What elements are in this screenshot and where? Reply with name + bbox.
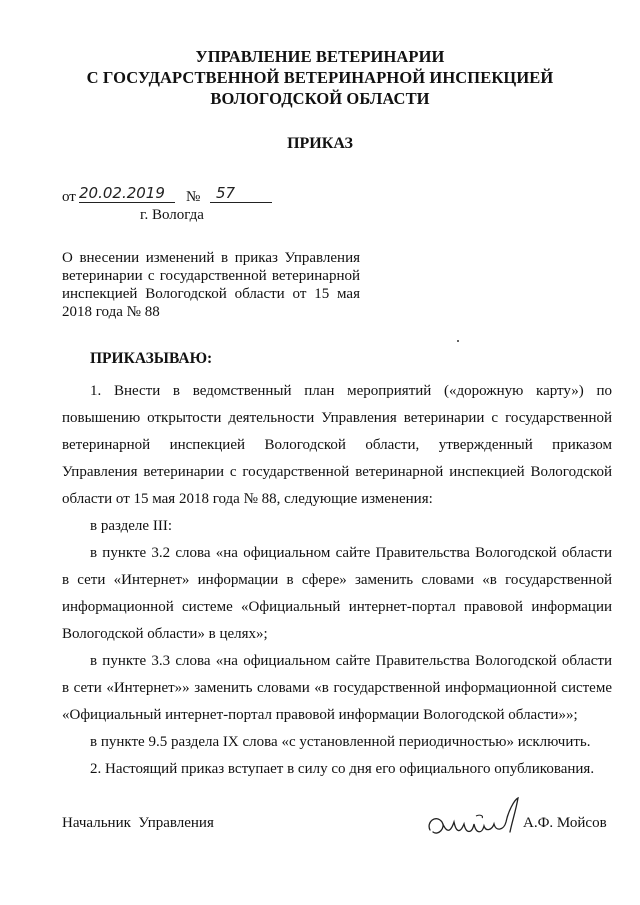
body-line: Вологодской области» в целях»; bbox=[62, 626, 268, 642]
body-line: в пункте 3.3 слова «на официальном сайте Правительства Вологодской области bbox=[90, 653, 612, 669]
subject-line: О внесении изменений в приказ Управления bbox=[62, 250, 360, 266]
subject-line: инспекцией Вологодской области от 15 мая bbox=[62, 286, 360, 302]
body-line: в разделе III: bbox=[90, 518, 172, 534]
body-line: в пункте 9.5 раздела IX слова «с установленной периодичностью» исключить. bbox=[90, 734, 591, 750]
city: г. Вологда bbox=[140, 207, 204, 223]
order-date-handwritten: 20.02.2019 bbox=[79, 184, 175, 203]
agency-name-line-1: УПРАВЛЕНИЕ ВЕТЕРИНАРИИ bbox=[195, 47, 445, 66]
agency-name-line-3: ВОЛОГОДСКОЙ ОБЛАСТИ bbox=[210, 89, 430, 108]
subject-line: 2018 года № 88 bbox=[62, 304, 160, 320]
agency-name-line-2: С ГОСУДАРСТВЕННОЙ ВЕТЕРИНАРНОЙ ИНСПЕКЦИЕЙ bbox=[86, 68, 554, 87]
body-line: 1. Внести в ведомственный план мероприятий («дорожную карту») по bbox=[90, 383, 612, 399]
body-line: Управления ветеринарии с государственной ветеринарной инспекцией Вологодской bbox=[62, 464, 612, 480]
body-line: в пункте 3.2 слова «на официальном сайте Правительства Вологодской области bbox=[90, 545, 612, 561]
body-line: ветеринарной инспекцией Вологодской области, утвержденный приказом bbox=[62, 437, 612, 453]
order-title: ПРИКАЗ bbox=[287, 135, 353, 152]
signatory-position: Начальник Управления bbox=[62, 815, 214, 831]
handwritten-signature bbox=[420, 792, 530, 852]
order-date-line bbox=[62, 186, 282, 208]
subject-line: ветеринарии с государственной ветеринарной bbox=[62, 268, 360, 284]
body-line: «Официальный интернет-портал правовой информации Вологодской области»»; bbox=[62, 707, 578, 723]
body-line: информационной системе «Официальный интернет-портал правовой информации bbox=[62, 599, 612, 615]
date-prefix: от bbox=[62, 189, 76, 205]
command-heading: ПРИКАЗЫВАЮ: bbox=[90, 350, 213, 367]
body-line: в сети «Интернет»» заменить словами «в государственной информационной системе bbox=[62, 680, 612, 696]
order-subject bbox=[62, 249, 360, 321]
body-line: области от 15 мая 2018 года № 88, следующие изменения: bbox=[62, 491, 433, 507]
scan-speck bbox=[457, 340, 459, 342]
body-line: 2. Настоящий приказ вступает в силу со дня его официального опубликования. bbox=[90, 761, 595, 777]
signatory-name: А.Ф. Мойсов bbox=[523, 815, 607, 831]
body-line: повышению открытости деятельности Управления ветеринарии с государственной bbox=[62, 410, 612, 426]
number-label: № bbox=[186, 189, 201, 205]
order-number-handwritten: 57 bbox=[210, 184, 272, 203]
body-line: в сети «Интернет» информации в сфере» заменить словами «в государственной bbox=[62, 572, 612, 588]
